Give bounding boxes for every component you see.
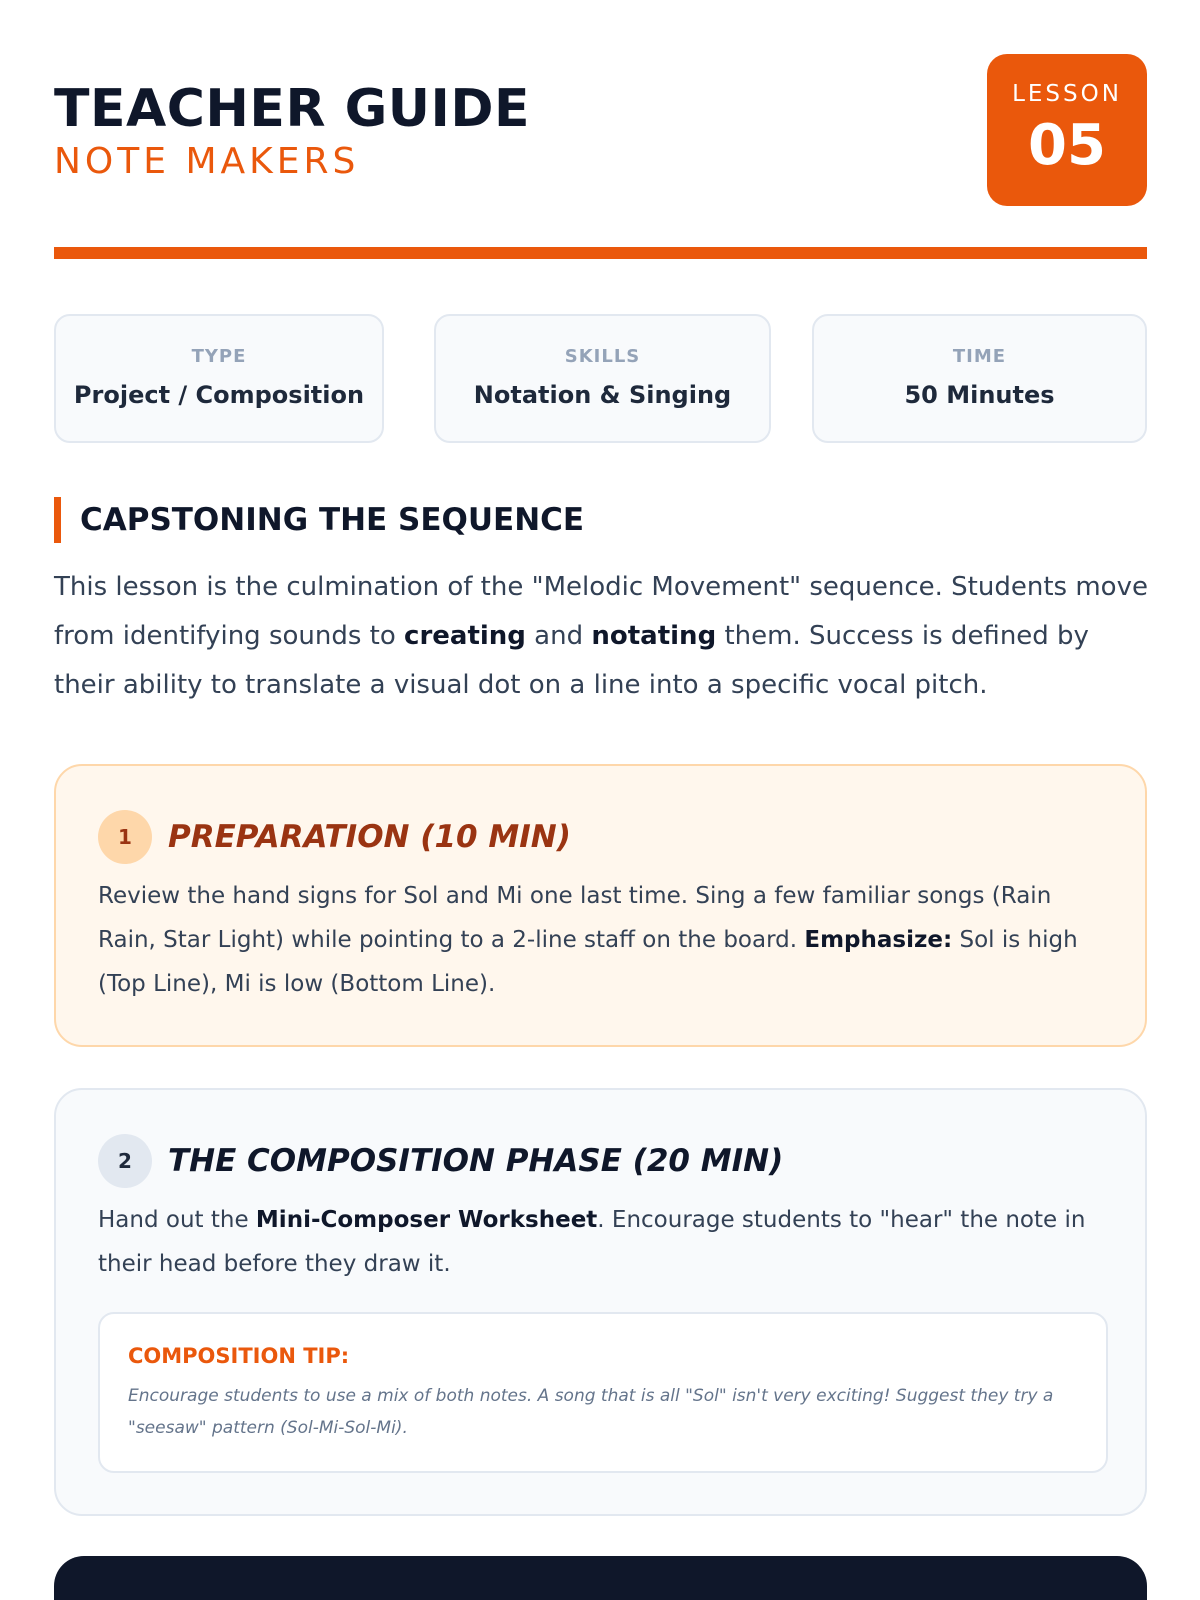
- step-body: Review the hand signs for Sol and Mi one last time. Sing a few familiar songs (Rain Rain, Star Light) while pointing to a 2-line staff on the board. Emphasize: Sol is high (Top Line), Mi is low (Bottom Line).: [98, 883, 1078, 997]
- lesson-label: LESSON: [1012, 81, 1122, 107]
- meta-label: TYPE: [191, 346, 247, 367]
- tip-title: COMPOSITION TIP:: [128, 1344, 350, 1368]
- meta-value: 50 Minutes: [904, 381, 1055, 409]
- dark-section-panel: [54, 1556, 1147, 1600]
- meta-card-type: [54, 314, 384, 443]
- step-title: PREPARATION (10 MIN): [168, 819, 571, 855]
- meta-label: SKILLS: [564, 346, 641, 367]
- meta-card-time: [812, 314, 1147, 443]
- step-title: THE COMPOSITION PHASE (20 MIN): [168, 1143, 784, 1179]
- page-header: [54, 54, 1147, 206]
- meta-label: TIME: [952, 346, 1007, 367]
- page-title: TEACHER GUIDE: [54, 79, 531, 139]
- meta-card-skills: [434, 314, 771, 443]
- meta-value: Notation & Singing: [473, 381, 732, 409]
- lesson-number: 05: [1028, 113, 1106, 178]
- composition-tip-box: [98, 1312, 1108, 1473]
- section-title: CAPSTONING THE SEQUENCE: [80, 502, 585, 538]
- step-card-composition: [54, 1088, 1147, 1516]
- step-body: Hand out the Mini-Composer Worksheet. Encourage students to "hear" the note in their head before they draw it.: [98, 1207, 1086, 1277]
- intro-paragraph: This lesson is the culmination of the "Melodic Movement" sequence. Students move from identifying sounds to creating and notating them. Success is defined by their ability to translate a visual dot on a line into a specific vocal pitch.: [54, 572, 1148, 700]
- page-subtitle: NOTE MAKERS: [54, 141, 360, 182]
- meta-value: Project / Composition: [73, 381, 365, 409]
- section-accent-bar: [54, 497, 61, 543]
- step-card-preparation: [54, 764, 1147, 1047]
- lesson-badge: [987, 54, 1147, 206]
- step-number: 1: [98, 810, 152, 864]
- header-divider: [54, 247, 1147, 259]
- step-number: 2: [98, 1134, 152, 1188]
- tip-text: Encourage students to use a mix of both notes. A song that is all "Sol" isn't very exciting! Suggest they try a "seesaw" pattern (Sol-Mi-Sol-Mi).: [128, 1386, 1054, 1438]
